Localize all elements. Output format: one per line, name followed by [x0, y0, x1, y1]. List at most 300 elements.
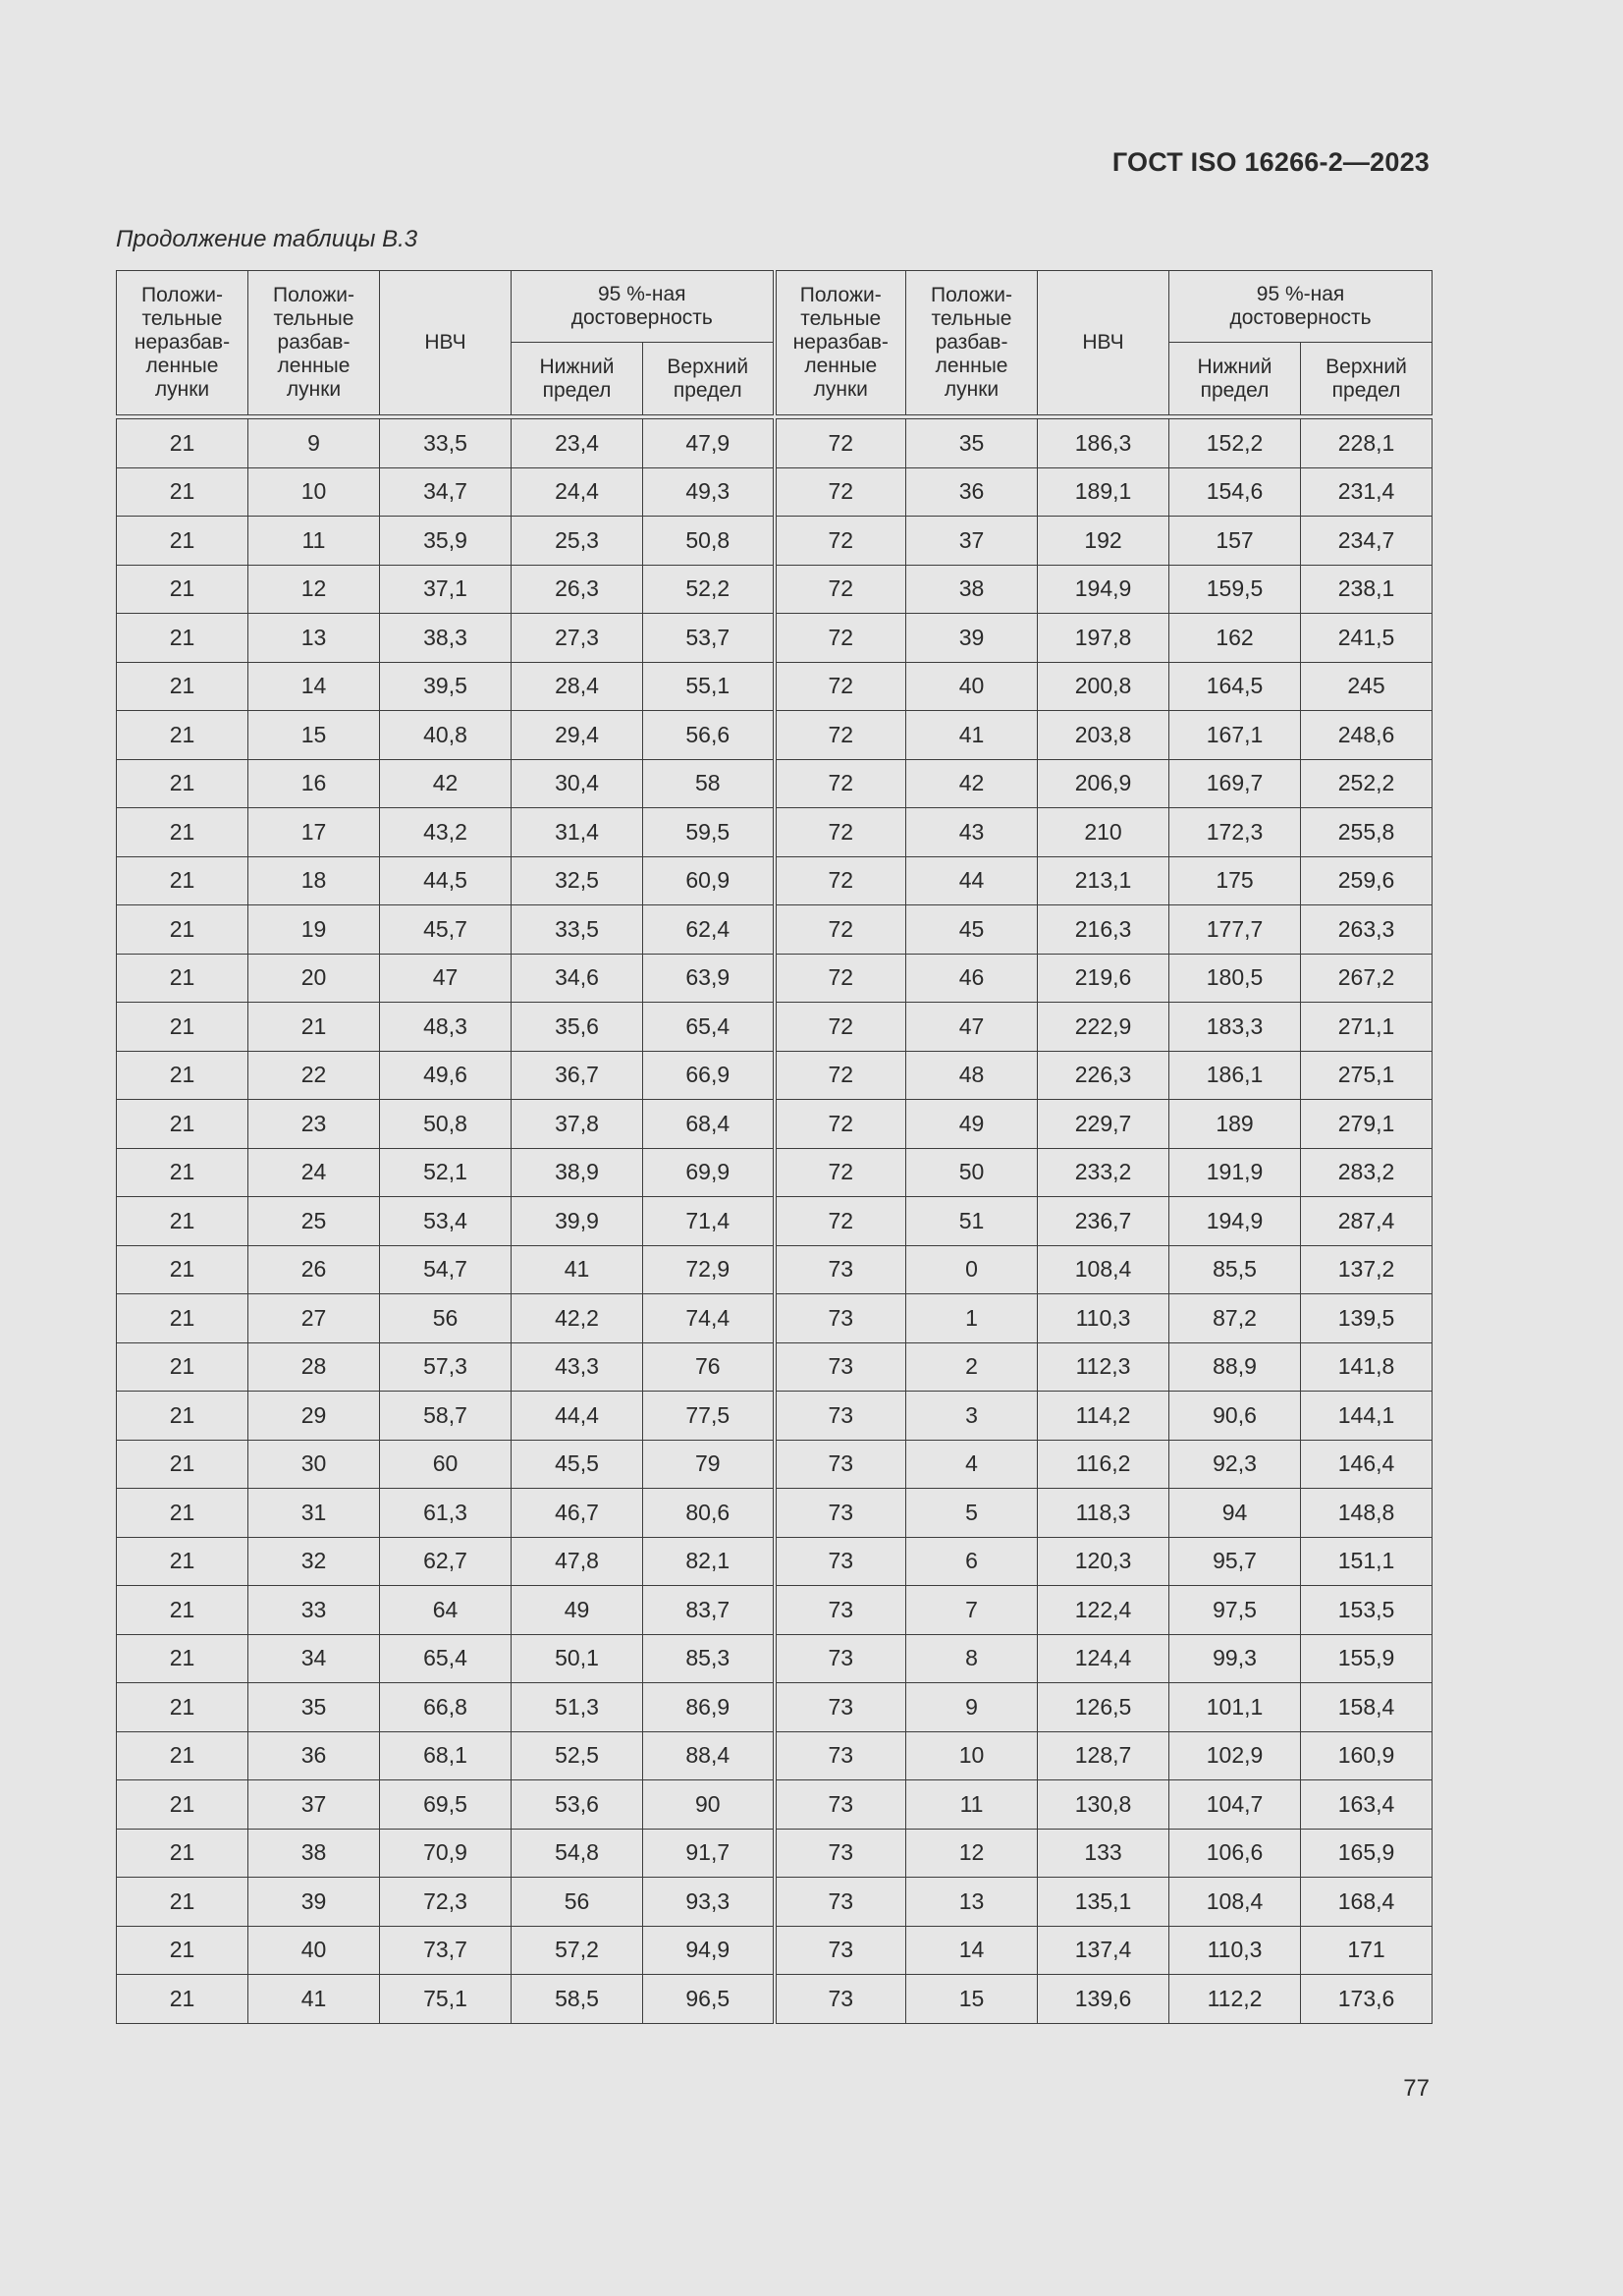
header-positive-split-right: Положи- тельные разбав- ленные лунки [906, 271, 1038, 415]
table-cell: 57,3 [380, 1342, 512, 1392]
table-cell: 52,2 [643, 565, 775, 614]
table-cell: 28 [248, 1342, 380, 1392]
table-cell: 106,6 [1169, 1829, 1301, 1878]
table-cell: 186,1 [1169, 1051, 1301, 1100]
table-row [117, 1440, 1433, 1489]
table-cell: 88,9 [1169, 1342, 1301, 1392]
table-cell: 43 [906, 808, 1038, 857]
table-cell: 2 [906, 1342, 1038, 1392]
table-cell: 73 [775, 1780, 906, 1830]
table-row [117, 565, 1433, 614]
table-cell: 104,7 [1169, 1780, 1301, 1830]
table-cell: 73 [775, 1440, 906, 1489]
table-cell: 141,8 [1301, 1342, 1433, 1392]
table-cell: 271,1 [1301, 1003, 1433, 1052]
table-cell: 73 [775, 1926, 906, 1975]
table-cell: 87,2 [1169, 1294, 1301, 1343]
table-cell: 34,7 [380, 467, 512, 517]
table-cell: 102,9 [1169, 1731, 1301, 1780]
table-cell: 275,1 [1301, 1051, 1433, 1100]
table-row [117, 1245, 1433, 1294]
table-cell: 175 [1169, 856, 1301, 905]
table-cell: 40 [248, 1926, 380, 1975]
table-cell: 72 [775, 759, 906, 808]
table-cell: 73 [775, 1878, 906, 1927]
table-row [117, 614, 1433, 663]
table-cell: 62,4 [643, 905, 775, 955]
table-cell: 91,7 [643, 1829, 775, 1878]
table-cell: 21 [117, 1537, 248, 1586]
table-cell: 57,2 [512, 1926, 643, 1975]
table-cell: 66,9 [643, 1051, 775, 1100]
table-row [117, 1878, 1433, 1927]
table-cell: 88,4 [643, 1731, 775, 1780]
table-cell: 72 [775, 711, 906, 760]
table-cell: 197,8 [1038, 614, 1169, 663]
table-cell: 23,4 [512, 419, 643, 468]
table-row [117, 905, 1433, 955]
table-cell: 160,9 [1301, 1731, 1433, 1780]
table-cell: 25,3 [512, 517, 643, 566]
table-cell: 118,3 [1038, 1489, 1169, 1538]
table-cell: 72 [775, 662, 906, 711]
table-cell: 108,4 [1038, 1245, 1169, 1294]
table-cell: 21 [117, 1294, 248, 1343]
table-cell: 66,8 [380, 1683, 512, 1732]
table-cell: 31 [248, 1489, 380, 1538]
table-cell: 164,5 [1169, 662, 1301, 711]
table-cell: 21 [117, 419, 248, 468]
table-cell: 73 [775, 1392, 906, 1441]
table-cell: 90 [643, 1780, 775, 1830]
table-cell: 72 [775, 856, 906, 905]
table-row [117, 1051, 1433, 1100]
table-cell: 177,7 [1169, 905, 1301, 955]
table-cell: 14 [906, 1926, 1038, 1975]
table-row [117, 1537, 1433, 1586]
table-cell: 49 [906, 1100, 1038, 1149]
table-cell: 74,4 [643, 1294, 775, 1343]
table-cell: 47 [906, 1003, 1038, 1052]
table-cell: 33,5 [380, 419, 512, 468]
table-cell: 25 [248, 1197, 380, 1246]
table-cell: 21 [117, 711, 248, 760]
table-cell: 51,3 [512, 1683, 643, 1732]
table-cell: 210 [1038, 808, 1169, 857]
table-cell: 63,9 [643, 954, 775, 1003]
header-mpn-right: НВЧ [1038, 271, 1169, 415]
table-cell: 186,3 [1038, 419, 1169, 468]
table-cell: 21 [117, 808, 248, 857]
table-cell: 36,7 [512, 1051, 643, 1100]
table-cell: 222,9 [1038, 1003, 1169, 1052]
table-row [117, 1975, 1433, 2024]
table-cell: 144,1 [1301, 1392, 1433, 1441]
table-row [117, 467, 1433, 517]
table-cell: 69,5 [380, 1780, 512, 1830]
table-cell: 233,2 [1038, 1148, 1169, 1197]
table-cell: 35 [248, 1683, 380, 1732]
table-cell: 73 [775, 1342, 906, 1392]
table-cell: 39,5 [380, 662, 512, 711]
table-cell: 20 [248, 954, 380, 1003]
table-cell: 158,4 [1301, 1683, 1433, 1732]
table-cell: 21 [117, 1003, 248, 1052]
table-cell: 49,3 [643, 467, 775, 517]
table-cell: 39 [906, 614, 1038, 663]
header-positive-nonsplit-right: Положи- тельные неразбав- ленные лунки [775, 271, 906, 415]
table-cell: 137,4 [1038, 1926, 1169, 1975]
table-cell: 12 [248, 565, 380, 614]
table-row [117, 1294, 1433, 1343]
table-cell: 94 [1169, 1489, 1301, 1538]
table-cell: 287,4 [1301, 1197, 1433, 1246]
table-cell: 279,1 [1301, 1100, 1433, 1149]
table-cell: 21 [117, 662, 248, 711]
table-cell: 52,1 [380, 1148, 512, 1197]
table-cell: 72 [775, 1051, 906, 1100]
table-cell: 54,7 [380, 1245, 512, 1294]
table-cell: 27 [248, 1294, 380, 1343]
table-cell: 83,7 [643, 1586, 775, 1635]
table-cell: 33,5 [512, 905, 643, 955]
table-cell: 53,7 [643, 614, 775, 663]
table-cell: 17 [248, 808, 380, 857]
table-cell: 137,2 [1301, 1245, 1433, 1294]
header-upper-left: Верхний предел [643, 343, 775, 415]
table-cell: 73 [775, 1586, 906, 1635]
table-cell: 31,4 [512, 808, 643, 857]
table-cell: 72 [775, 565, 906, 614]
table-cell: 139,5 [1301, 1294, 1433, 1343]
table-cell: 110,3 [1169, 1926, 1301, 1975]
table-cell: 30,4 [512, 759, 643, 808]
header-upper-right: Верхний предел [1301, 343, 1433, 415]
table-cell: 29 [248, 1392, 380, 1441]
table-cell: 72 [775, 467, 906, 517]
table-cell: 21 [117, 1051, 248, 1100]
table-cell: 16 [248, 759, 380, 808]
table-cell: 101,1 [1169, 1683, 1301, 1732]
table-row [117, 808, 1433, 857]
table-cell: 90,6 [1169, 1392, 1301, 1441]
table-cell: 167,1 [1169, 711, 1301, 760]
table-cell: 21 [117, 565, 248, 614]
table-cell: 15 [906, 1975, 1038, 2024]
table-cell: 130,8 [1038, 1780, 1169, 1830]
table-row [117, 1829, 1433, 1878]
table-cell: 73 [775, 1245, 906, 1294]
header-lower-left: Нижний предел [512, 343, 643, 415]
table-cell: 56 [512, 1878, 643, 1927]
table-cell: 41 [248, 1975, 380, 2024]
table-cell: 28,4 [512, 662, 643, 711]
table-cell: 21 [117, 467, 248, 517]
table-cell: 21 [117, 1148, 248, 1197]
table-cell: 58,5 [512, 1975, 643, 2024]
table-cell: 21 [117, 1780, 248, 1830]
table-cell: 72,3 [380, 1878, 512, 1927]
table-row [117, 1683, 1433, 1732]
table-cell: 52,5 [512, 1731, 643, 1780]
table-cell: 50 [906, 1148, 1038, 1197]
table-cell: 21 [117, 1342, 248, 1392]
table-cell: 72 [775, 954, 906, 1003]
table-cell: 47,8 [512, 1537, 643, 1586]
table-cell: 95,7 [1169, 1537, 1301, 1586]
table-cell: 92,3 [1169, 1440, 1301, 1489]
table-cell: 75,1 [380, 1975, 512, 2024]
table-cell: 21 [117, 1489, 248, 1538]
table-cell: 194,9 [1169, 1197, 1301, 1246]
table-cell: 21 [117, 905, 248, 955]
table-cell: 122,4 [1038, 1586, 1169, 1635]
table-row [117, 1926, 1433, 1975]
table-cell: 263,3 [1301, 905, 1433, 955]
table-cell: 43,3 [512, 1342, 643, 1392]
table-cell: 42 [380, 759, 512, 808]
table-cell: 65,4 [380, 1634, 512, 1683]
table-cell: 203,8 [1038, 711, 1169, 760]
table-row [117, 954, 1433, 1003]
table-cell: 39 [248, 1878, 380, 1927]
table-cell: 58,7 [380, 1392, 512, 1441]
table-cell: 48 [906, 1051, 1038, 1100]
table-cell: 10 [906, 1731, 1038, 1780]
table-cell: 162 [1169, 614, 1301, 663]
table-caption: Продолжение таблицы В.3 [116, 226, 418, 252]
table-row [117, 1197, 1433, 1246]
table-cell: 9 [248, 419, 380, 468]
table-cell: 216,3 [1038, 905, 1169, 955]
table-cell: 72 [775, 1197, 906, 1246]
table-cell: 108,4 [1169, 1878, 1301, 1927]
table-cell: 93,3 [643, 1878, 775, 1927]
table-row [117, 1100, 1433, 1149]
table-row [117, 1392, 1433, 1441]
table-row [117, 1148, 1433, 1197]
table-row [117, 1003, 1433, 1052]
table-cell: 44 [906, 856, 1038, 905]
table-cell: 8 [906, 1634, 1038, 1683]
table-cell: 44,4 [512, 1392, 643, 1441]
table-cell: 73 [775, 1489, 906, 1538]
table-cell: 72 [775, 517, 906, 566]
table-row [117, 856, 1433, 905]
table-cell: 200,8 [1038, 662, 1169, 711]
table-cell: 259,6 [1301, 856, 1433, 905]
table-cell: 65,4 [643, 1003, 775, 1052]
table-cell: 21 [117, 1197, 248, 1246]
document-code: ГОСТ ISO 16266-2—2023 [1111, 147, 1430, 177]
header-confidence-right: 95 %-ная достоверность [1169, 271, 1433, 343]
table-cell: 36 [248, 1731, 380, 1780]
table-cell: 42,2 [512, 1294, 643, 1343]
header-mpn-left: НВЧ [380, 271, 512, 415]
table-cell: 159,5 [1169, 565, 1301, 614]
table-cell: 21 [117, 1634, 248, 1683]
table-cell: 47 [380, 954, 512, 1003]
table-cell: 72 [775, 1100, 906, 1149]
table-cell: 56,6 [643, 711, 775, 760]
table-cell: 116,2 [1038, 1440, 1169, 1489]
table-cell: 183,3 [1169, 1003, 1301, 1052]
table-cell: 96,5 [643, 1975, 775, 2024]
table-cell: 44,5 [380, 856, 512, 905]
table-cell: 21 [117, 1586, 248, 1635]
table-cell: 110,3 [1038, 1294, 1169, 1343]
table-cell: 39,9 [512, 1197, 643, 1246]
table-cell: 283,2 [1301, 1148, 1433, 1197]
table-cell: 0 [906, 1245, 1038, 1294]
table-cell: 172,3 [1169, 808, 1301, 857]
table-cell: 37 [248, 1780, 380, 1830]
table-body [117, 419, 1433, 2024]
table-row [117, 759, 1433, 808]
table-cell: 41 [512, 1245, 643, 1294]
table-row [117, 1342, 1433, 1392]
table-cell: 45 [906, 905, 1038, 955]
table-cell: 26,3 [512, 565, 643, 614]
table-cell: 21 [117, 856, 248, 905]
table-cell: 64 [380, 1586, 512, 1635]
table-row [117, 419, 1433, 468]
table-cell: 53,6 [512, 1780, 643, 1830]
mpn-table [116, 270, 1433, 2024]
table-cell: 45,5 [512, 1440, 643, 1489]
table-cell: 14 [248, 662, 380, 711]
table-cell: 155,9 [1301, 1634, 1433, 1683]
table-cell: 236,7 [1038, 1197, 1169, 1246]
table-cell: 112,2 [1169, 1975, 1301, 2024]
table-cell: 72,9 [643, 1245, 775, 1294]
table-cell: 99,3 [1169, 1634, 1301, 1683]
table-cell: 231,4 [1301, 467, 1433, 517]
table-row [117, 1780, 1433, 1830]
table-cell: 79 [643, 1440, 775, 1489]
table-cell: 54,8 [512, 1829, 643, 1878]
table-cell: 169,7 [1169, 759, 1301, 808]
table-cell: 21 [117, 1878, 248, 1927]
table-cell: 73 [775, 1975, 906, 2024]
table-cell: 165,9 [1301, 1829, 1433, 1878]
table-cell: 60 [380, 1440, 512, 1489]
table-row [117, 1586, 1433, 1635]
table-cell: 191,9 [1169, 1148, 1301, 1197]
table-cell: 6 [906, 1537, 1038, 1586]
table-cell: 97,5 [1169, 1586, 1301, 1635]
table-cell: 267,2 [1301, 954, 1433, 1003]
table-cell: 61,3 [380, 1489, 512, 1538]
table-cell: 32,5 [512, 856, 643, 905]
table-cell: 46,7 [512, 1489, 643, 1538]
table-cell: 86,9 [643, 1683, 775, 1732]
table-cell: 13 [248, 614, 380, 663]
table-cell: 9 [906, 1683, 1038, 1732]
table-cell: 46 [906, 954, 1038, 1003]
table-cell: 213,1 [1038, 856, 1169, 905]
table-cell: 41 [906, 711, 1038, 760]
table-cell: 5 [906, 1489, 1038, 1538]
table-cell: 73,7 [380, 1926, 512, 1975]
table-cell: 173,6 [1301, 1975, 1433, 2024]
table-cell: 70,9 [380, 1829, 512, 1878]
table-cell: 76 [643, 1342, 775, 1392]
table-cell: 38 [248, 1829, 380, 1878]
table-cell: 82,1 [643, 1537, 775, 1586]
table-cell: 114,2 [1038, 1392, 1169, 1441]
table-cell: 73 [775, 1537, 906, 1586]
table-cell: 38,9 [512, 1148, 643, 1197]
table-cell: 133 [1038, 1829, 1169, 1878]
table-cell: 194,9 [1038, 565, 1169, 614]
table-cell: 94,9 [643, 1926, 775, 1975]
table-cell: 7 [906, 1586, 1038, 1635]
table-cell: 37,8 [512, 1100, 643, 1149]
table-row [117, 1634, 1433, 1683]
table-cell: 124,4 [1038, 1634, 1169, 1683]
table-cell: 85,5 [1169, 1245, 1301, 1294]
table-cell: 13 [906, 1878, 1038, 1927]
table-cell: 21 [117, 1926, 248, 1975]
table-cell: 21 [117, 759, 248, 808]
table-cell: 255,8 [1301, 808, 1433, 857]
table-cell: 21 [117, 1683, 248, 1732]
header-confidence-left: 95 %-ная достоверность [512, 271, 775, 343]
table-cell: 73 [775, 1294, 906, 1343]
table-cell: 1 [906, 1294, 1038, 1343]
table-cell: 71,4 [643, 1197, 775, 1246]
table-cell: 168,4 [1301, 1878, 1433, 1927]
table-cell: 49 [512, 1586, 643, 1635]
table-cell: 45,7 [380, 905, 512, 955]
table-cell: 241,5 [1301, 614, 1433, 663]
table-row [117, 1489, 1433, 1538]
table-cell: 42 [906, 759, 1038, 808]
table-cell: 73 [775, 1731, 906, 1780]
table-cell: 135,1 [1038, 1878, 1169, 1927]
table-cell: 77,5 [643, 1392, 775, 1441]
table-cell: 219,6 [1038, 954, 1169, 1003]
table-cell: 21 [117, 954, 248, 1003]
table-cell: 58 [643, 759, 775, 808]
table-cell: 192 [1038, 517, 1169, 566]
table-cell: 50,8 [643, 517, 775, 566]
table-cell: 24 [248, 1148, 380, 1197]
table-cell: 163,4 [1301, 1780, 1433, 1830]
table-cell: 59,5 [643, 808, 775, 857]
table-cell: 69,9 [643, 1148, 775, 1197]
table-cell: 34,6 [512, 954, 643, 1003]
table-cell: 18 [248, 856, 380, 905]
table-cell: 21 [117, 1731, 248, 1780]
table-cell: 50,1 [512, 1634, 643, 1683]
table-cell: 35,9 [380, 517, 512, 566]
table-cell: 53,4 [380, 1197, 512, 1246]
table-cell: 40,8 [380, 711, 512, 760]
table-cell: 21 [117, 1392, 248, 1441]
table-cell: 40 [906, 662, 1038, 711]
table-cell: 12 [906, 1829, 1038, 1878]
table-cell: 30 [248, 1440, 380, 1489]
header-lower-right: Нижний предел [1169, 343, 1301, 415]
table-cell: 245 [1301, 662, 1433, 711]
table-cell: 128,7 [1038, 1731, 1169, 1780]
table-cell: 73 [775, 1683, 906, 1732]
table-cell: 229,7 [1038, 1100, 1169, 1149]
table-cell: 151,1 [1301, 1537, 1433, 1586]
table-cell: 252,2 [1301, 759, 1433, 808]
